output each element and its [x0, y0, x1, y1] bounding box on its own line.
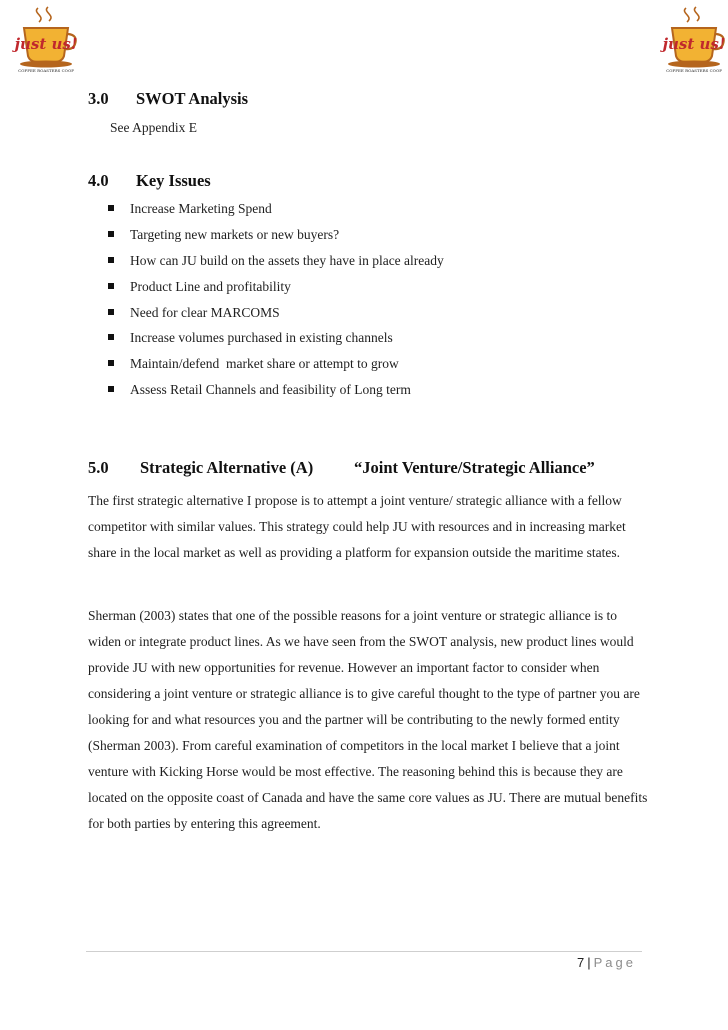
- logo-tagline: COFFEE ROASTERS COOP: [18, 68, 74, 73]
- list-item: Increase Marketing Spend: [108, 199, 444, 225]
- list-item: Need for clear MARCOMS: [108, 303, 444, 329]
- list-item: Maintain/defend market share or attempt to grow: [108, 354, 444, 380]
- logo-tagline: COFFEE ROASTERS COOP: [666, 68, 722, 73]
- just-us-logo-right: [654, 4, 728, 74]
- bullet-square-icon: [108, 309, 114, 315]
- key-issues-list: [108, 199, 444, 406]
- list-item: Assess Retail Channels and feasibility of Long term: [108, 380, 444, 406]
- section-title: Strategic Alternative (A): [140, 458, 314, 477]
- bullet-square-icon: [108, 334, 114, 340]
- bullet-square-icon: [108, 360, 114, 366]
- section-number: 4.0: [88, 171, 109, 190]
- bullet-square-icon: [108, 257, 114, 263]
- page-footer: [577, 955, 636, 970]
- list-item: Targeting new markets or new buyers?: [108, 225, 444, 251]
- list-item: How can JU build on the assets they have in place already: [108, 251, 444, 277]
- page-label: Page: [593, 955, 636, 970]
- section-number: 5.0: [88, 458, 109, 477]
- list-item: Increase volumes purchased in existing channels: [108, 328, 444, 354]
- bullet-square-icon: [108, 386, 114, 392]
- body-paragraph: The first strategic alternative I propose is to attempt a joint venture/ strategic alliance with a fellow competitor with similar values. This strategy could help JU with resources and in increasing market share in the local market as well as providing a platform for expansion outside the maritime states.: [88, 493, 626, 560]
- bullet-square-icon: [108, 283, 114, 289]
- page-number: 7: [577, 955, 585, 970]
- section-heading-alternative: [88, 458, 595, 478]
- steam-icon: [36, 7, 51, 22]
- list-item: Product Line and profitability: [108, 277, 444, 303]
- bullet-square-icon: [108, 231, 114, 237]
- section-number: 3.0: [88, 89, 109, 108]
- appendix-note: See Appendix E: [110, 120, 197, 135]
- steam-icon: [684, 7, 699, 22]
- body-paragraph: Sherman (2003) states that one of the possible reasons for a joint venture or strategic alliance is to widen or integrate product lines. As we have seen from the SWOT analysis, new product lines would provide JU with new opportunities for revenue. However an important factor to consider when considering a joint venture or strategic alliance is to give careful thought to the type of partner you are looking for and what resources you and the partner will be contributing to the newly formed entity (Sherman 2003). From careful examination of competitors in the local market I believe that a joint venture with Kicking Horse would be most effective. The reasoning behind this is because they are located on the opposite coast of Canada and have the same core values as JU. There are mutual benefits for both parties by entering this agreement.: [88, 608, 648, 831]
- section-title: Key Issues: [136, 171, 211, 190]
- bullet-square-icon: [108, 205, 114, 211]
- just-us-logo-left: [6, 4, 88, 74]
- section-subtitle: “Joint Venture/Strategic Alliance”: [354, 458, 595, 477]
- section-heading-swot: [88, 89, 248, 109]
- footer-divider: [86, 951, 642, 952]
- footer-separator: |: [587, 955, 591, 970]
- section-title: SWOT Analysis: [136, 89, 249, 108]
- section-heading-issues: [88, 171, 211, 191]
- logo-brand: just us!: [14, 35, 78, 53]
- logo-brand: just us!: [662, 35, 726, 53]
